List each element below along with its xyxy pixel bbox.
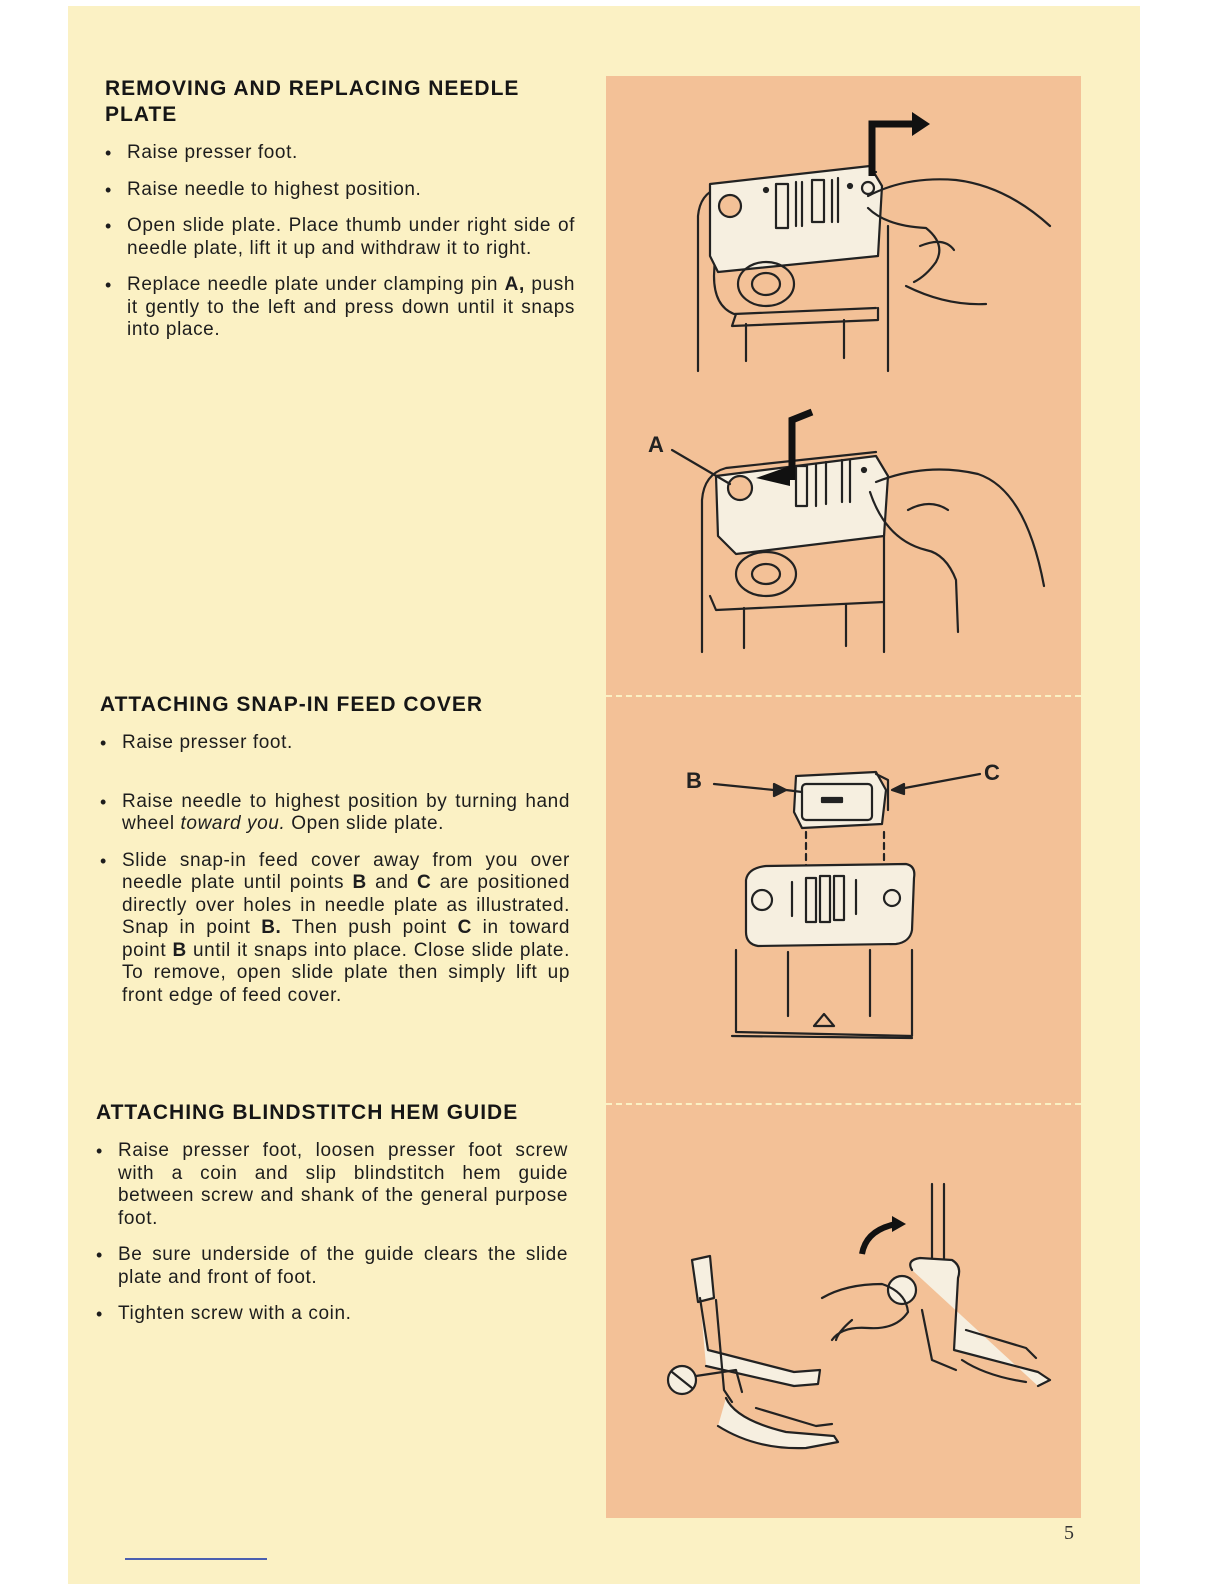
text-run: until it snaps into place. Close slide plate. To remove, open slide plate then simply lift up front edge of feed cover. (122, 939, 570, 1006)
section-removing-needle-plate (105, 76, 575, 356)
panel-divider (606, 1103, 1081, 1105)
list-item: • Tighten screw with a coin. (96, 1303, 568, 1326)
bold-run: C (457, 917, 472, 938)
list-item: • Raise presser foot. (105, 142, 575, 165)
text-run: are positioned directly over holes in needle plate as illustrated. Snap in point (122, 872, 570, 938)
text-run: Open slide plate. (285, 813, 445, 834)
bold-run: B (172, 939, 187, 961)
label-a: A (648, 432, 664, 457)
bold-run: B. (261, 917, 282, 938)
section-blindstitch-hem-guide (96, 1100, 568, 1340)
footer-rule (125, 1558, 267, 1560)
instruction-list (105, 142, 575, 342)
bold-run: C (417, 872, 432, 893)
feed-cover-illustration (606, 740, 1081, 1050)
page-number: 5 (1064, 1522, 1074, 1544)
list-item (100, 791, 570, 836)
bold-run: A, (504, 274, 525, 295)
list-item (100, 850, 570, 1008)
bold-run: B (352, 872, 367, 893)
label-b: B (686, 768, 702, 793)
section-snap-in-feed-cover (100, 692, 570, 1021)
list-item: • Be sure underside of the guide clears the slide plate and front of foot. (96, 1244, 568, 1289)
label-c: C (984, 760, 1000, 785)
section-title: ATTACHING SNAP-IN FEED COVER (100, 693, 484, 716)
list-item: • Raise presser foot. (100, 732, 570, 755)
instruction-list (96, 1140, 568, 1326)
section-title: REMOVING AND REPLACING NEEDLE PLATE (105, 77, 520, 126)
panel-divider (606, 695, 1081, 697)
text-run: push it gently to the left and press down until it snaps into place. (127, 274, 575, 340)
list-item: • Raise presser foot, loosen presser foot screw with a coin and slip blindstitch hem guide between screw and shank of the general purpose foot. (96, 1140, 568, 1230)
list-item: • Open slide plate. Place thumb under right side of needle plate, lift it up and withdraw it to right. (105, 215, 575, 260)
instruction-list (100, 732, 570, 1007)
text-run: and (366, 872, 418, 893)
needle-plate-removal-illustration (606, 76, 1081, 376)
text-run: Then push point (281, 917, 458, 938)
text-run: Raise needle to highest position by turning hand wheel (122, 790, 570, 834)
needle-plate-replace-illustration (606, 390, 1081, 670)
text-run: Replace needle plate under clamping pin (127, 274, 505, 295)
list-item (105, 274, 575, 342)
text-run: in toward point (122, 917, 570, 961)
text-run: Slide snap-in feed cover away from you over needle plate until points (122, 849, 570, 893)
blindstitch-hem-guide-illustration (606, 1180, 1081, 1480)
section-title: ATTACHING BLINDSTITCH HEM GUIDE (96, 1101, 519, 1124)
italic-run: toward you. (180, 813, 286, 834)
list-item: • Raise needle to highest position. (105, 179, 575, 202)
